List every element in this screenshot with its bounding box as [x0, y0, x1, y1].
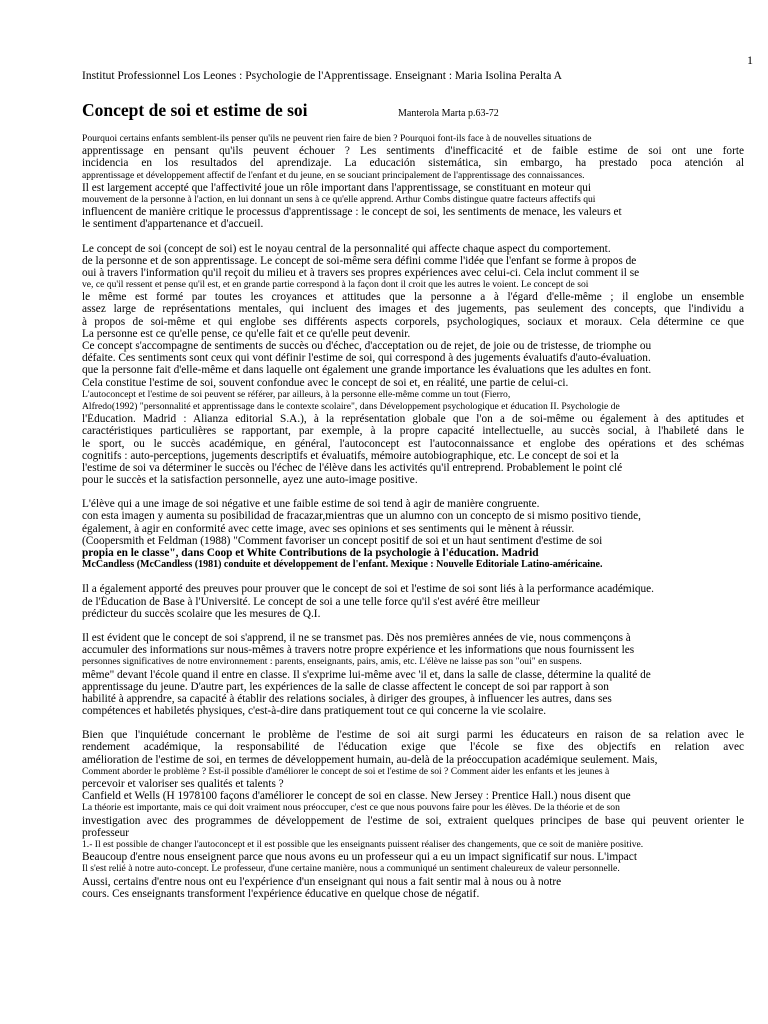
text-line: investigation avec des programmes de développement de l'estime de soi, extraient quelques principes de base qui peuvent orienter le [82, 814, 744, 827]
document-body [82, 133, 744, 900]
text-line: Il est largement accepté que l'affectivité joue un rôle important dans l'apprentissage, se constituant en moteur qui [82, 181, 592, 194]
text-line: de l'Éducation de Base à l'Université. Le concept de soi a une telle force qu'il s'est avéré être meilleur [82, 595, 540, 608]
text-line: accumuler des informations sur nous-mêmes à travers notre propre expérience et les informations que nous fournissent les [82, 644, 635, 657]
text-line: mouvement de la personne à l'action, en lui donnant un sens à ce qu'elle apprend. Arthur Combs distingue quatre facteurs affectifs qui [82, 193, 596, 205]
text-line: Aussi, certains d'entre nous ont eu l'expérience d'un enseignant qui nous a fait sentir mal à nous ou à notre [82, 875, 562, 888]
text-line: Le concept de soi (concept de soi) est le noyau central de la personnalité qui affecte chaque aspect du comportement. [82, 242, 611, 255]
text-line: Pourquoi certains enfants semblent-ils penser qu'ils ne peuvent rien faire de bien ? Pourquoi font-ils face à de nouvelles situations de [82, 133, 592, 144]
text-line: L'autoconcept et l'estime de soi peuvent se référer, par ailleurs, à la personne elle-même comme un tout (Fierro, [82, 388, 511, 400]
paragraph-gap [82, 717, 744, 729]
text-line: oui à travers l'information qu'il reçoit du milieu et à travers ses propres expériences avec celui-ci. Cela inclut comment il se [82, 266, 640, 279]
text-line: Comment aborder le problème ? Est-il possible d'améliorer le concept de soi et l'estime de soi ? Comment aider les enfants et les jeunes à [82, 765, 610, 777]
text-line: McCandless (McCandless (1981) conduite et développement de l'enfant. Mexique : Nouvelle Éditoriale Latino-américaine. [82, 559, 603, 571]
text-line: assez large de représentations mentales, qui incluent des images et des jugements, pas seulement des concepts, que l'individu a [82, 303, 744, 316]
text-line: Il a également apporté des preuves pour prouver que le concept de soi et l'estime de soi sont liés à la performance académique. [82, 583, 654, 596]
paragraph-gap [82, 620, 744, 632]
paragraph-gap [82, 571, 744, 583]
text-line: Ce concept s'accompagne de sentiments de succès ou d'échec, d'acceptation ou de rejet, de joie ou de tristesse, de triomphe ou [82, 340, 652, 352]
paragraph [82, 632, 744, 717]
paragraph [82, 583, 744, 620]
text-line: influencent de manière critique le processus d'apprentissage : le concept de soi, les sentiments de menace, les valeurs et [82, 206, 622, 219]
text-line: personnes significatives de notre environnement : parents, enseignants, pairs, amis, etc. L'élève ne laisse pas son "oui" en suspens. [82, 656, 582, 668]
paragraph-gap [82, 231, 744, 243]
text-line: cours. Ces enseignants transforment l'expérience éducative en quelque chose de négatif. [82, 887, 480, 900]
text-line: Il est évident que le concept de soi s'apprend, il ne se transmet pas. Dès nos premières années de vie, nous commençons à [82, 631, 631, 644]
text-line: Cela constitue l'estime de soi, souvent confondue avec le concept de soi et, en réalité, une partie de celui-ci. [82, 376, 569, 389]
text-line: l'Éducation. Madrid : Alianza editorial S.A.), à la représentation globale que l'on a de soi-même ou également à des aptitudes et [82, 413, 744, 426]
reference-citation: Manterola Marta p.63-72 [398, 108, 499, 119]
text-line: cognitifs : auto-perceptions, jugements descriptifs et évaluatifs, mémoire autobiographique, etc. Le concept de soi et la [82, 449, 619, 462]
text-line: amélioration de l'estime de soi, en termes de développement humain, au-delà de la préoccupation académique seulement. Mais, [82, 753, 658, 766]
text-line: apprentissage du jeune. D'autre part, les expériences de la salle de classe affectent le concept de soi par rapport à son [82, 680, 609, 693]
text-line: Canfield et Wells (H 1978100 façons d'améliorer le concept de soi en classe. New Jersey : Prentice Hall.) nous disent que [82, 790, 631, 803]
document-header: Institut Professionnel Los Leones : Psychologie de l'Apprentissage. Enseignant : Maria Isolina Peralta A [82, 70, 562, 82]
text-line: incidencia en los resultados del aprendizaje. La educación sistemática, sin embargo, ha prestado poca atención al [82, 157, 744, 170]
text-line: apprentissage et développement affectif de l'enfant et du jeune, en se souciant principalement de l'apprentissage des connaissances. [82, 169, 585, 181]
paragraph-gap [82, 486, 744, 498]
text-line: le sentiment d'appartenance et d'accueil. [82, 218, 264, 231]
text-line: le même est formé par toutes les croyances et attitudes que la personne a à l'égard d'elle-même ; il englobe un ensemble [82, 291, 744, 304]
text-line: L'élève qui a une image de soi négative et une faible estime de soi tend à agir de manière congruente. [82, 498, 540, 511]
text-line: (Coopersmith et Feldman (1988) "Comment favoriser un concept positif de soi et un haut sentiment d'estime de soi [82, 534, 603, 547]
text-line: même" devant l'école quand il entre en classe. Il s'exprime lui-même avec 'il et, dans la salle de classe, détermine la qualité de [82, 668, 651, 681]
text-line: La théorie est importante, mais ce qui doit vraiment nous préoccuper, c'est ce que nous pouvons faire pour les élèves. De la théorie et de son [82, 802, 620, 814]
text-line: le sport, ou le succès académique, en général, l'autoconcept est l'autoconnaissance et englobe des opérations et des schémas [82, 437, 744, 450]
document-title: Concept de soi et estime de soi [82, 100, 308, 120]
text-line: habilité à apprendre, sa capacité à établir des relations sociales, à diriger des groupes, à influencer les autres, dans ses [82, 692, 612, 705]
text-line: percevoir et valoriser ses qualités et talents ? [82, 778, 284, 790]
text-line: de la personne et de son apprentissage. Le concept de soi-même sera défini comme l'idée que l'enfant se forme à propos de [82, 254, 637, 267]
text-line: con esta imagen y aumenta su posibilidad de fracazar,mientras que un alumno con un concepto de si mismo positivo tiende, [82, 510, 641, 523]
paragraph [82, 133, 744, 231]
text-line: prédicteur du succès scolaire que les mesures de Q.I. [82, 607, 321, 620]
text-line: défaite. Ces sentiments sont ceux qui vont définir l'estime de soi, qui correspond à des jugements évaluatifs d'auto-évaluation. [82, 352, 651, 365]
text-line: Beaucoup d'entre nous enseignent parce que nous avons eu un professeur qui a eu un impact significatif sur nous. L'impact [82, 851, 637, 864]
paragraph [82, 243, 744, 487]
text-line: l'estime de soi va déterminer le succès ou l'échec de l'élève dans les activités qu'il entreprend. Probablement le point clé [82, 461, 623, 474]
text-line: rendement académique, la responsabilité de l'éducation exige que l'école se fixe des objectifs en relation avec [82, 741, 744, 754]
text-line: 1.- Il est possible de changer l'autoconcept et il est possible que les enseignants puissent réaliser des changements, que ce soit de manière positive. [82, 838, 644, 850]
text-line: pour le succès et la satisfaction personnelle, ayez une auto-image positive. [82, 474, 418, 487]
text-line: apprentissage en pensant qu'ils peuvent échouer ? Les sentiments d'inefficacité et de faible estime de soi ont une forte [82, 145, 744, 158]
text-line: Bien que l'inquiétude concernant le problème de l'estime de soi ait surgi parmi les éducateurs en raison de sa relation avec le [82, 729, 744, 742]
text-line: compétences et habiletés physiques, c'est-à-dire dans pratiquement tout ce qui concerne la vie scolaire. [82, 705, 547, 718]
paragraph [82, 729, 744, 900]
text-line: que la personne fait d'elle-même et dans laquelle ont également une grande importance les évaluations que les adultes en font. [82, 364, 652, 377]
page-number: 1 [747, 53, 753, 67]
text-line: professeur [82, 826, 130, 839]
text-line: Il s'est relié à notre auto-concept. Le professeur, d'une certaine manière, nous a communiqué un sentiment chaleureux de valeur personnelle. [82, 863, 620, 875]
text-line: ve, ce qu'il ressent et pense qu'il est, et en grande partie correspond à la façon dont il croit que les autres le voient. Le concept de soi [82, 279, 589, 291]
text-line: propia en le classe", dans Coop et White Contributions de la psychologie à l'éducation. Madrid [82, 547, 539, 559]
text-line: La personne est ce qu'elle pense, ce qu'elle fait et ce qu'elle peut devenir. [82, 327, 411, 340]
paragraph [82, 498, 744, 571]
text-line: caractéristiques particulières se rapportant, par exemple, à la propre capacité intellectuelle, au succès social, à l'habileté dans le [82, 425, 744, 438]
text-line: Alfredo(1992) "personnalité et apprentissage dans le contexte scolaire", dans Développement psychologique et éducation II. Psychologie de [82, 400, 620, 412]
text-line: également, à agir en conformité avec cette image, avec ses opinions et ses sentiments qui le mènent à réussir. [82, 522, 575, 535]
text-line: à propos de soi-même et qui englobe ses différents aspects corporels, psychologiques, sociaux et moraux. Cela détermine ce que [82, 315, 744, 328]
